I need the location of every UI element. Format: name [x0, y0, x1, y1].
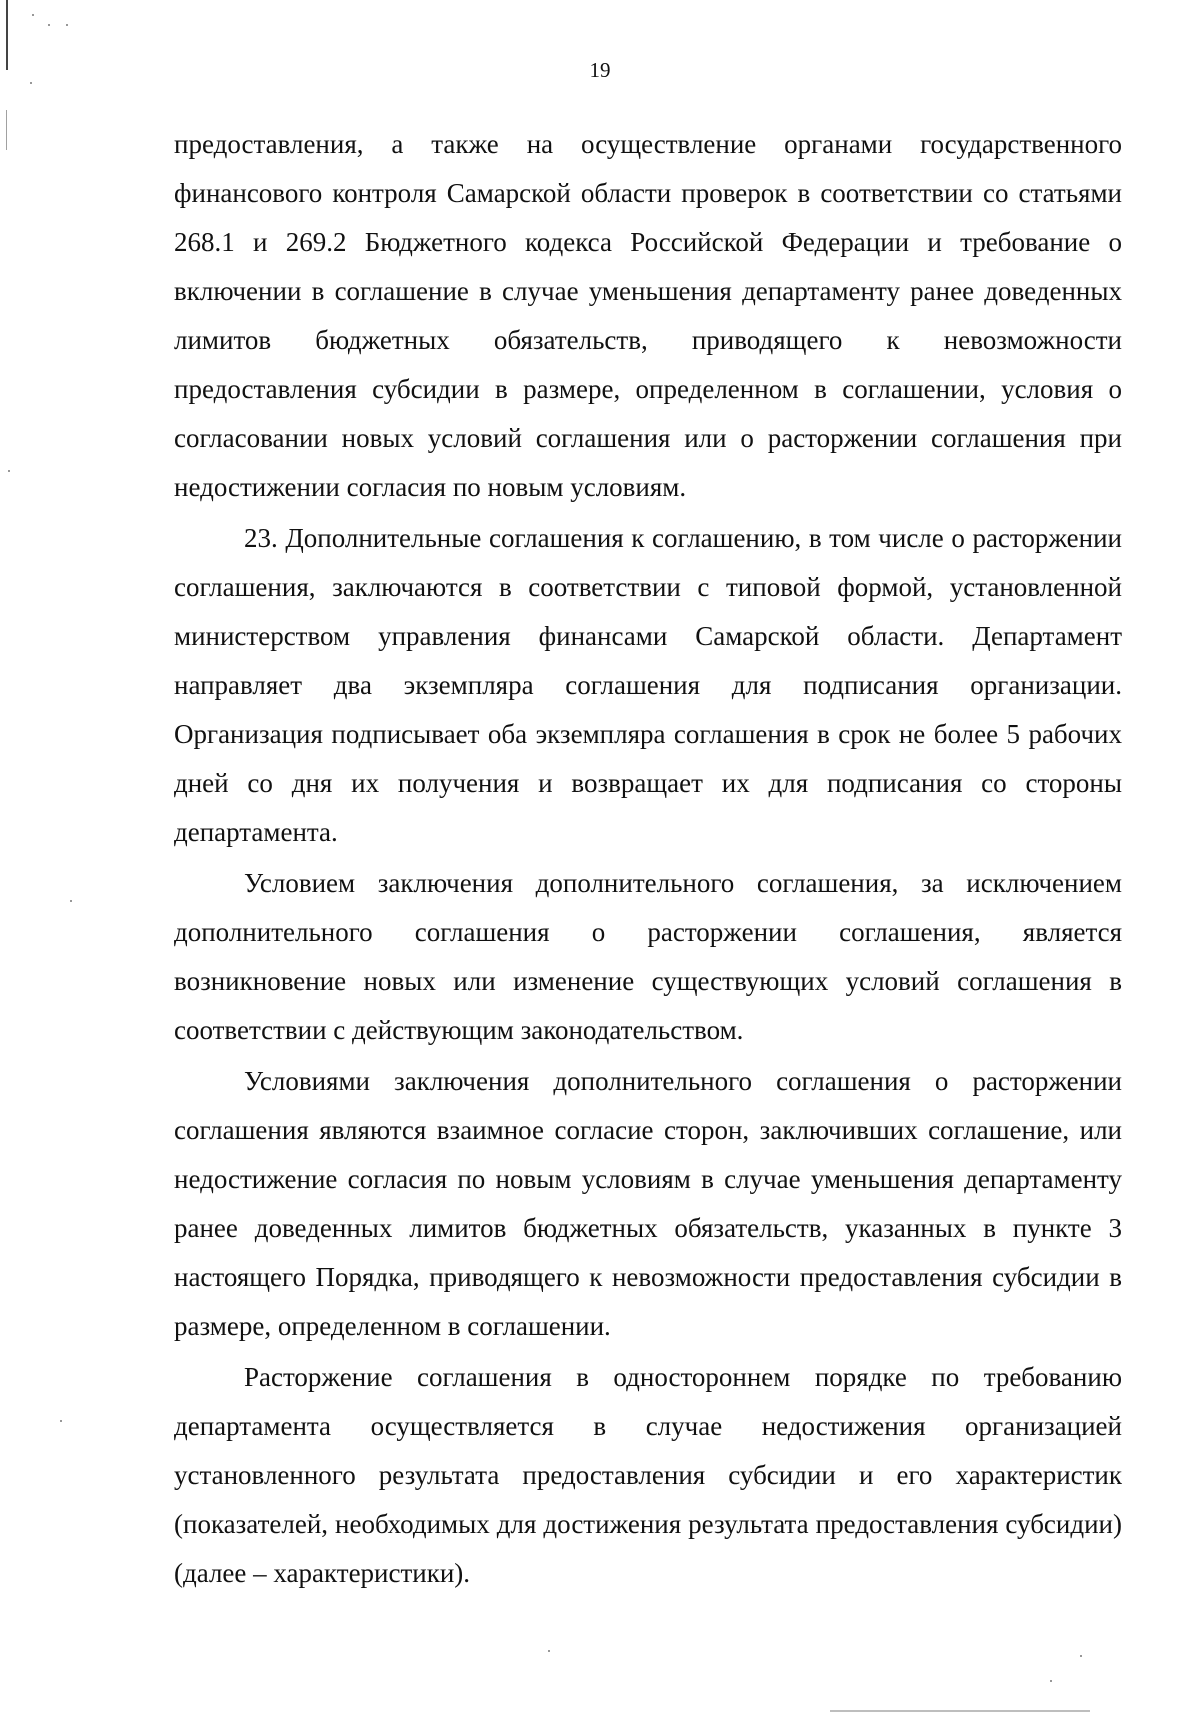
scan-speck [66, 24, 68, 26]
scan-speck [70, 900, 72, 902]
scan-speck [1050, 1680, 1052, 1682]
scan-speck [60, 1420, 62, 1422]
scan-speck [548, 1650, 550, 1652]
scan-speck [48, 24, 50, 26]
paragraph-condition-termination: Условиями заключения дополнительного соглашения о расторжении соглашения являются взаимное согласие сторон, заключивших соглашение, или недостижение согласия по новым условиям в случае уменьшения департаменту ранее доведенных лимитов бюджетных обязательств, указанных в пункте 3 настоящего Порядка, приводящего к невозможности предоставления субсидии в размере, определенном в соглашении. [174, 1066, 1122, 1341]
paragraph-unilateral-termination: Расторжение соглашения в одностороннем порядке по требованию департамента осуществляется в случае недостижения организацией установленного результата предоставления субсидии и его характеристик (показателей, необходимых для достижения результата предоставления субсидии) (далее – характеристики). [174, 1362, 1122, 1588]
scan-speck [8, 470, 10, 472]
scan-speck [32, 14, 34, 16]
scan-speck [1080, 1655, 1082, 1657]
page-number: 19 [589, 58, 611, 82]
scan-edge-mark [6, 110, 7, 150]
paragraph-continued: предоставления, а также на осуществление органами государственного финансового контроля Самарской области проверок в соответствии со статьями 268.1 и 269.2 Бюджетного кодекса Российской Федерации и требование о включении в соглашение в случае уменьшения департаменту ранее доведенных лимитов бюджетных обязательств, приводящего к невозможности предоставления субсидии в размере, определенном в соглашении, условия о согласовании новых условий соглашения или о расторжении соглашения при недостижении согласия по новым условиям. [174, 129, 1122, 502]
document-body [174, 120, 1122, 1598]
paragraph-clause-23: 23. Дополнительные соглашения к соглашению, в том числе о расторжении соглашения, заключаются в соответствии с типовой формой, установленной министерством управления финансами Самарской области. Департамент направляет два экземпляра соглашения для подписания организации. Организация подписывает оба экземпляра соглашения в срок не более 5 рабочих дней со дня их получения и возвращает их для подписания со стороны департамента. [174, 523, 1122, 847]
scan-edge-mark [830, 1710, 1090, 1712]
paragraph-condition-additional-agreement: Условием заключения дополнительного соглашения, за исключением дополнительного соглашения о расторжении соглашения, является возникновение новых или изменение существующих условий соглашения в соответствии с действующим законодательством. [174, 868, 1122, 1045]
